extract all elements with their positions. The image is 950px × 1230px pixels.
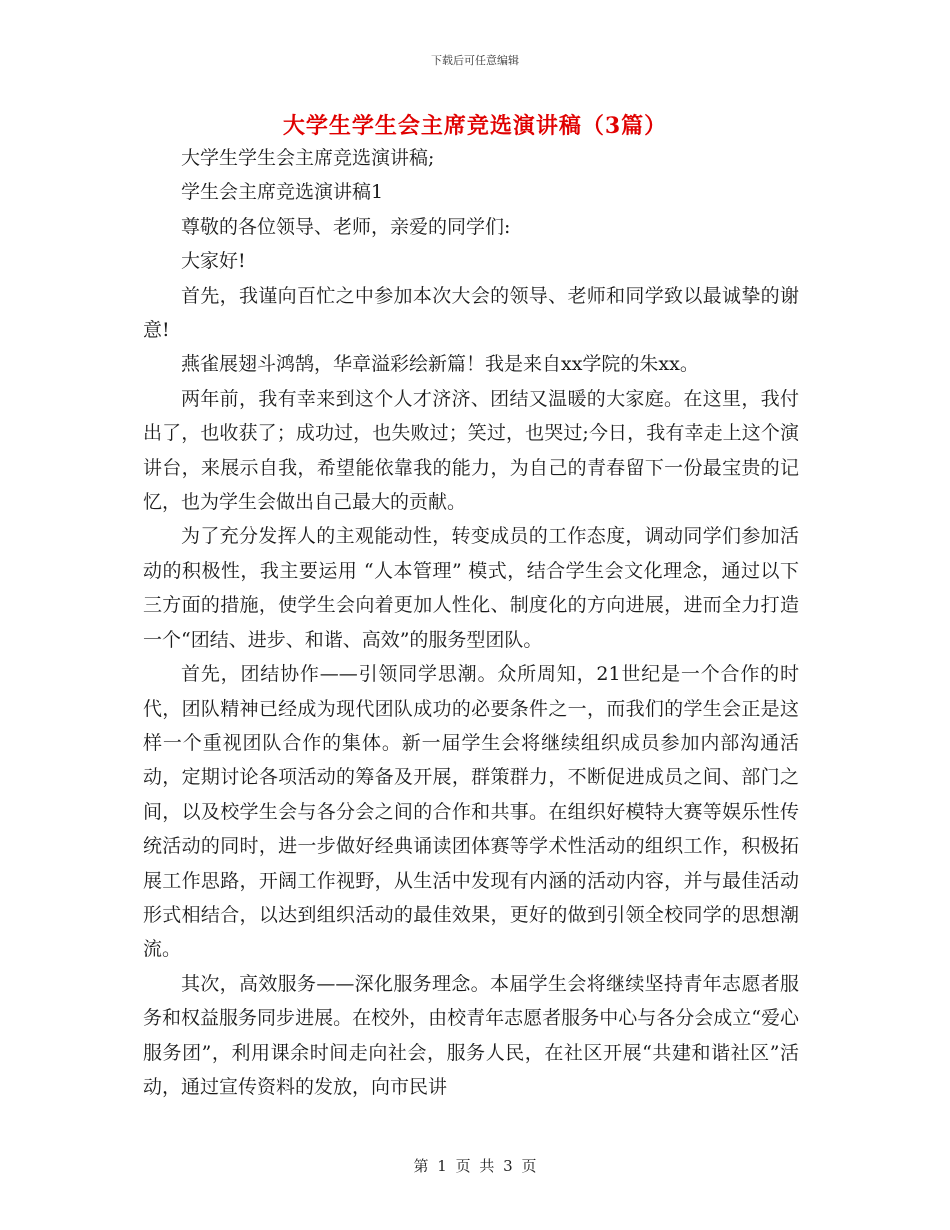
- paragraph-approach: 为了充分发挥人的主观能动性，转变成员的工作态度，调动同学们参加活动的积极性，我主要运用 “人本管理” 模式，结合学生会文化理念，通过以下三方面的措施，使学生会向着更加人性化、制度化的方向进展，进而全力打造一个“团结、进步、和谐、高效”的服务型团队。: [143, 525, 799, 651]
- page-footer-pagination: 第 1 页 共 3 页: [413, 1157, 537, 1175]
- document-title: 大学生学生会主席竞选演讲稿（3篇）: [282, 113, 668, 139]
- paragraph-service: 其次，高效服务——深化服务理念。本届学生会将继续坚持青年志愿者服务和权益服务同步进展。在校外，由校青年志愿者服务中心与各分会成立“爱心服务团”，利用课余时间走向社会，服务人民，在社区开展“共建和谐社区”活动，通过宣传资料的发放，向市民讲: [143, 972, 799, 1098]
- paragraph-teamwork: 首先，团结协作——引领同学思潮。众所周知，21世纪是一个合作的时代，团队精神已经成为现代团队成功的必要条件之一，而我们的学生会正是这样一个重视团队合作的集体。新一届学生会将继续组织成员参加内部沟通活动，定期讨论各项活动的筹备及开展，群策群力，不断促进成员之间、部门之间，以及校学生会与各分会之间的合作和共事。在组织好模特大赛等娱乐性传统活动的同时，进一步做好经典诵读团体赛等学术性活动的组织工作，积极拓展工作思路，开阔工作视野，从生活中发现有内涵的活动内容，并与最佳活动形式相结合，以达到组织活动的最佳效果，更好的做到引领全校同学的思想潮流。: [143, 663, 799, 961]
- paragraph-introduction: 燕雀展翅斗鸿鹄，华章溢彩绘新篇！我是来自xx学院的朱xx。: [181, 353, 699, 376]
- paragraph-greeting: 大家好!: [181, 250, 246, 273]
- paragraph-subtitle: 大学生学生会主席竞选演讲稿;: [181, 147, 435, 169]
- paragraph-salutation: 尊敬的各位领导、老师，亲爱的同学们:: [181, 215, 511, 238]
- paragraph-section-heading: 学生会主席竞选演讲稿1: [181, 181, 384, 204]
- page-header-note: 下载后可任意编辑: [431, 54, 519, 67]
- paragraph-background: 两年前，我有幸来到这个人才济济、团结又温暖的大家庭。在这里，我付出了，也收获了；成功过，也失败过；笑过，也哭过;今日，我有幸走上这个演讲台，来展示自我，希望能依靠我的能力，为自己的青春留下一份最宝贵的记忆，也为学生会做出自己最大的贡献。: [143, 387, 799, 514]
- document-body: [143, 141, 799, 1104]
- paragraph-thanks: 首先，我谨向百忙之中参加本次大会的领导、老师和同学致以最诚挚的谢意!: [143, 284, 799, 342]
